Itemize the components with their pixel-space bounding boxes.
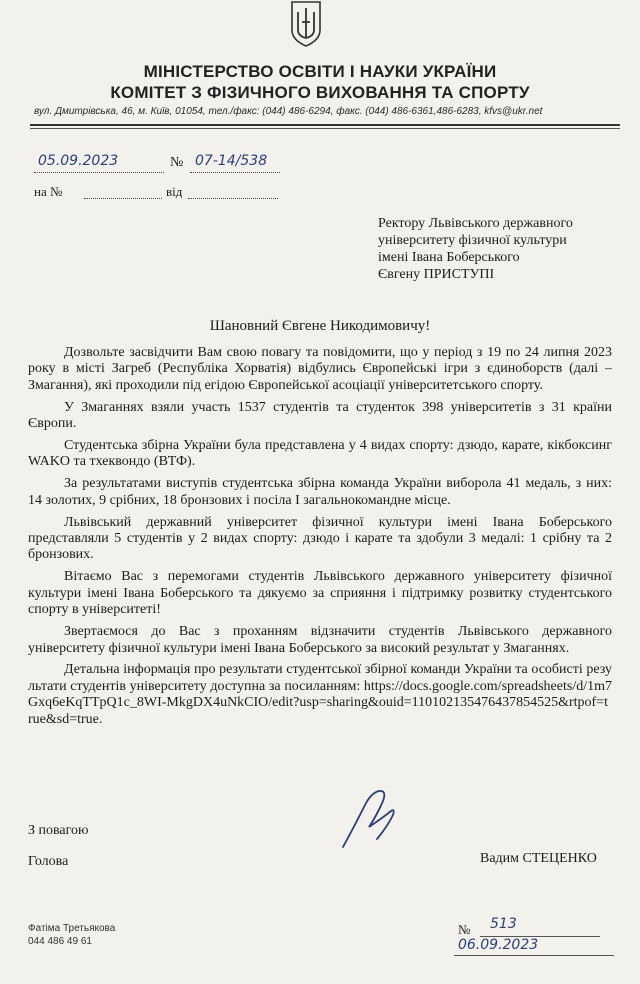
letterhead-address: вул. Дмитрівська, 46, м. Київ, 01054, тел./факс: (044) 486-6294, факс. (044) 486-6361,486-6283, kfvs@ukr.net (34, 106, 543, 117)
body-paragraph-link: Детальна інформація про результати студентської збірної команди України та особисті результати студентів університету доступна за посиланням: https://docs.google.com/spreadsheets/d/1m7Gxq6eKqTTpQ1c_8WI-MkgDX4uNkCIO/edit?usp=sharing&ouid=110102135476437854525&rtpof=true&sd=true. (28, 662, 612, 727)
body-paragraph: У Змаганнях взяли участь 1537 студентів та студенток 398 університетів з 31 країни Європи. (28, 399, 612, 432)
trident-emblem-icon (289, 0, 323, 48)
addressee-line: університету фізичної культури (378, 233, 567, 248)
incoming-date-line (454, 955, 614, 956)
committee-title: КОМІТЕТ З ФІЗИЧНОГО ВИХОВАННЯ ТА СПОРТУ (110, 83, 530, 102)
signer-position: Голова (28, 854, 69, 869)
letterhead-rule-thin (30, 128, 620, 129)
body-paragraph: Дозвольте засвідчити Вам свою повагу та повідомити, що у період з 19 по 24 липня 2023 року в місті Загреб (Республіка Хорватія) відбулись Європейські ігри з єдиноборств (далі – Змагання), які проходили під егідою Європейської асоціації університетського спорту. (28, 345, 612, 393)
reply-to-number-line (84, 198, 162, 199)
signer-name: Вадим СТЕЦЕНКО (480, 851, 597, 866)
outgoing-number-line (190, 172, 280, 173)
body-paragraph: Вітаємо Вас з перемогами студентів Львівського державного університету фізичної культури імені Івана Боберського та дякуємо за сприяння і підтримку розвитку студентського спорту в університеті! (28, 569, 612, 618)
incoming-date: 06.09.2023 (458, 937, 539, 953)
executor-phone: 044 486 49 61 (28, 936, 92, 947)
handwritten-signature-icon (335, 775, 435, 855)
addressee-line: Ректору Львівського державного (378, 216, 573, 231)
body-paragraph: Студентська збірна України була представлена у 4 видах спорту: дзюдо, карате, кікбоксинг WAKO та тхеквондо (ВТФ). (28, 438, 612, 470)
addressee-line: Євгену ПРИСТУПІ (378, 267, 495, 282)
incoming-number: 513 (490, 916, 517, 932)
closing-regards: З повагою (28, 823, 89, 838)
body-paragraph: За результатами виступів студентська збірна команда України виборола 41 медаль, з них: 14 золотих, 9 срібних, 18 бронзових і посіла І загальнокомандне місце. (28, 476, 612, 508)
outgoing-date-line (34, 172, 164, 173)
outgoing-number-label: № (170, 155, 184, 170)
letterhead-rule-thick (30, 124, 620, 126)
reply-to-number-label: на № (34, 184, 63, 199)
ministry-title: МІНІСТЕРСТВО ОСВІТИ І НАУКИ УКРАЇНИ (143, 62, 497, 81)
addressee-block (378, 215, 573, 283)
body-paragraph: Звертаємося до Вас з проханням відзначити студентів Львівського державного університету фізичної культури імені Івана Боберського за високий результат у Змаганнях. (28, 624, 612, 656)
reply-to-date-label: від (166, 184, 183, 199)
incoming-number-label: № (458, 922, 471, 937)
addressee-line: імені Івана Боберського (378, 250, 520, 265)
letter-body (28, 345, 612, 734)
executor-name: Фатіма Третьякова (28, 923, 116, 934)
reply-to-date-line (188, 198, 278, 199)
outgoing-date: 05.09.2023 (38, 153, 119, 169)
salutation: Шановний Євгене Никодимовичу! (209, 318, 431, 334)
body-paragraph: Львівський державний університет фізичної культури імені Івана Боберського представляли 5 студентів у 2 видах спорту: дзюдо і карате та здобули 3 медалі: 1 срібну та 2 бронзових. (28, 514, 612, 563)
executor-block (28, 922, 115, 948)
outgoing-number: 07-14/538 (195, 153, 268, 169)
